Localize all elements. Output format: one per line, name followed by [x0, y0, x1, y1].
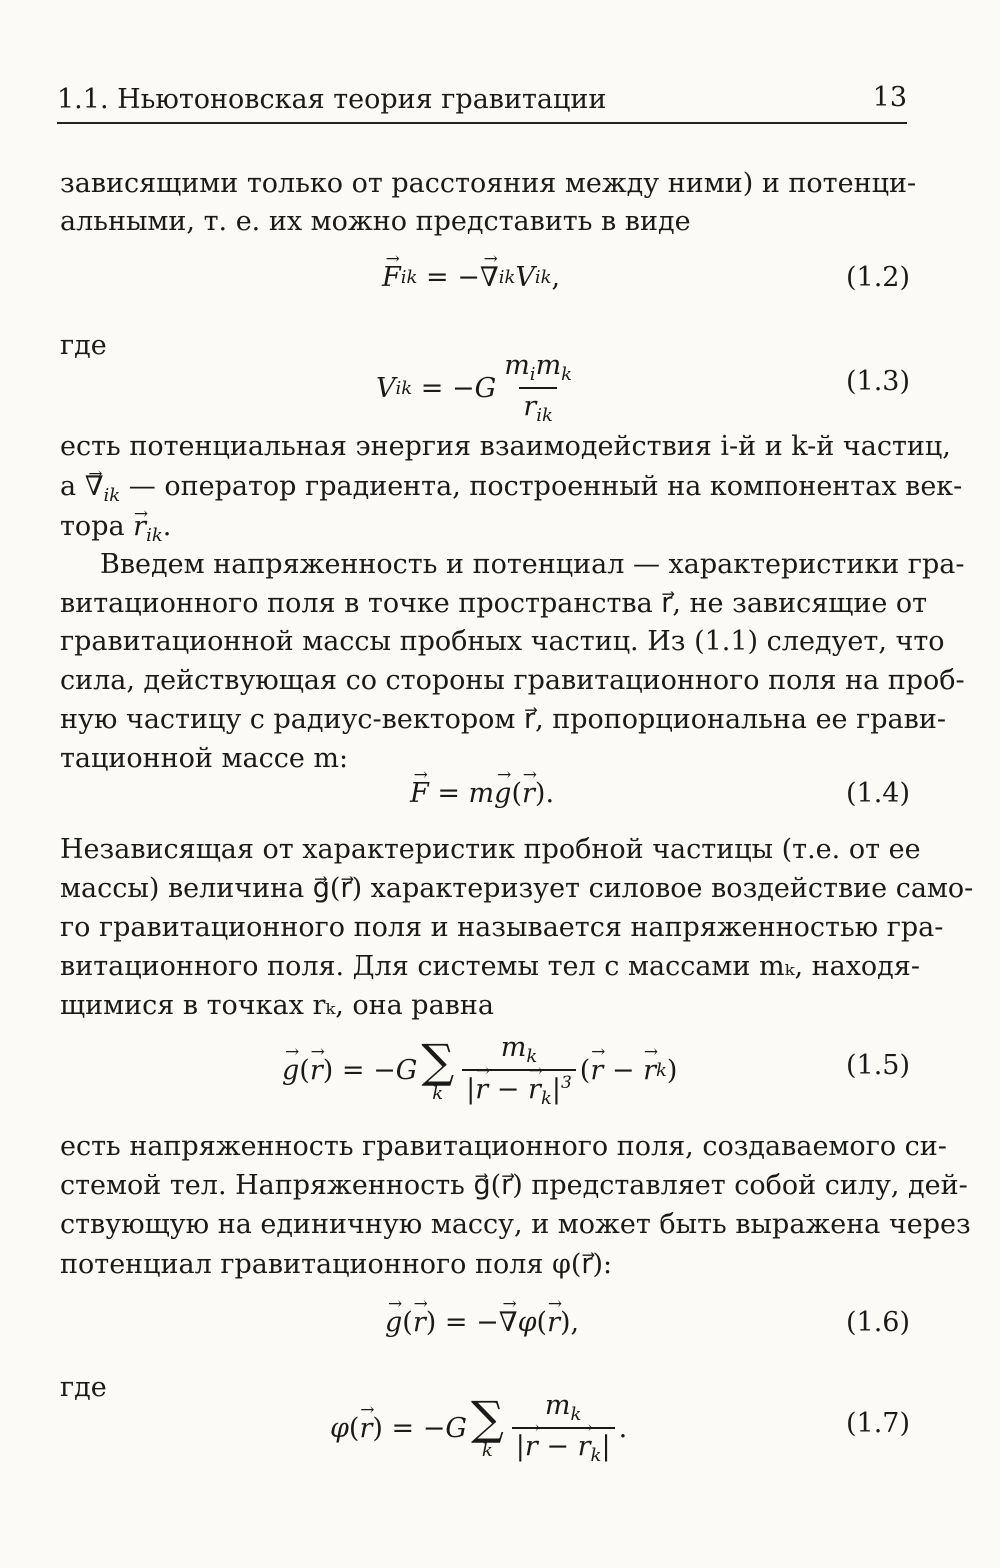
text-line: потенциал гравитационного поля φ(r⃗): — [60, 1249, 613, 1280]
running-title: 1.1. Ньютоновская теория гравитации — [57, 84, 607, 115]
text-line: витационного поля. Для системы тел с массами mₖ, находя- — [60, 951, 920, 982]
equation-1-4 — [60, 778, 910, 818]
equation-1-3 — [60, 350, 910, 426]
text-line: есть потенциальная энергия взаимодействия i-й и k-й частиц, — [60, 431, 951, 462]
text-line: ствующую на единичную массу, и может быть выражена через — [60, 1209, 971, 1240]
text-line: альными, т. е. их можно представить в виде — [60, 206, 691, 237]
equation-number: (1.4) — [845, 778, 910, 809]
text-line: витационного поля в точке пространства r⃗, не зависящие от — [60, 588, 928, 619]
formula: V ik = − G $\frac{m_im_k}{r_{ik}}$ — [376, 350, 573, 426]
equation-1-7 — [60, 1390, 910, 1480]
formula: → F ik = − → ∇ ik V ik , — [382, 262, 560, 293]
text-line: Независящая от характеристик пробной частицы (т.е. от ее — [60, 834, 921, 865]
text-line: Введем напряженность и потенциал — характеристики гра- — [100, 549, 965, 580]
equation-number: (1.6) — [845, 1307, 910, 1338]
equation-number: (1.3) — [845, 366, 910, 397]
equation-1-5 — [60, 1032, 910, 1122]
text-word: где — [60, 330, 107, 361]
text-line: щимися в точках rₖ, она равна — [60, 990, 494, 1021]
text-line: гравитационной массы пробных частиц. Из (1.1) следует, что — [60, 626, 945, 657]
text-line: тационной массе m: — [60, 743, 349, 774]
text-line: стемой тел. Напряженность g⃗(r⃗) представляет собой силу, дей- — [60, 1170, 968, 1201]
page-header — [57, 82, 907, 124]
formula: φ ( → r ) = − G ∑ k $\frac{m_k}{|\to r - \to r_k|}$ . — [330, 1390, 627, 1466]
equation-1-2 — [60, 262, 910, 302]
equation-1-6 — [60, 1307, 910, 1347]
equation-number: (1.2) — [845, 262, 910, 293]
formula: → g ( → r ) = − → ∇ φ ( → r ), — [385, 1307, 579, 1338]
text-line: тора → $r_{ik}$. — [60, 510, 910, 553]
equation-number: (1.5) — [845, 1050, 910, 1081]
equation-number: (1.7) — [845, 1408, 910, 1439]
text-line: ную частицу с радиус-вектором r⃗, пропорциональна ее грави- — [60, 704, 946, 735]
text-line: го гравитационного поля и называется напряженностью гра- — [60, 912, 944, 943]
text-line: зависящими только от расстояния между ними) и потенци- — [60, 168, 917, 199]
page-number: 13 — [872, 82, 907, 113]
text-line: $а \to \nabla_{ik}$ — оператор градиента, построенный на компонентах век- — [60, 470, 910, 513]
formula: → g ( → r ) = − G ∑ k $\frac{m_k}{|\to r - \to r_k|^3}$ ( → r − → r k ) — [282, 1032, 677, 1109]
text-word: где — [60, 1372, 107, 1403]
text-line: сила, действующая со стороны гравитационного поля на проб- — [60, 665, 965, 696]
formula: → F = m → g ( → r ). — [410, 778, 554, 809]
text-line: есть напряженность гравитационного поля, создаваемого си- — [60, 1131, 947, 1162]
text-line: массы) величина g⃗(r⃗) характеризует силовое воздействие само- — [60, 873, 974, 904]
